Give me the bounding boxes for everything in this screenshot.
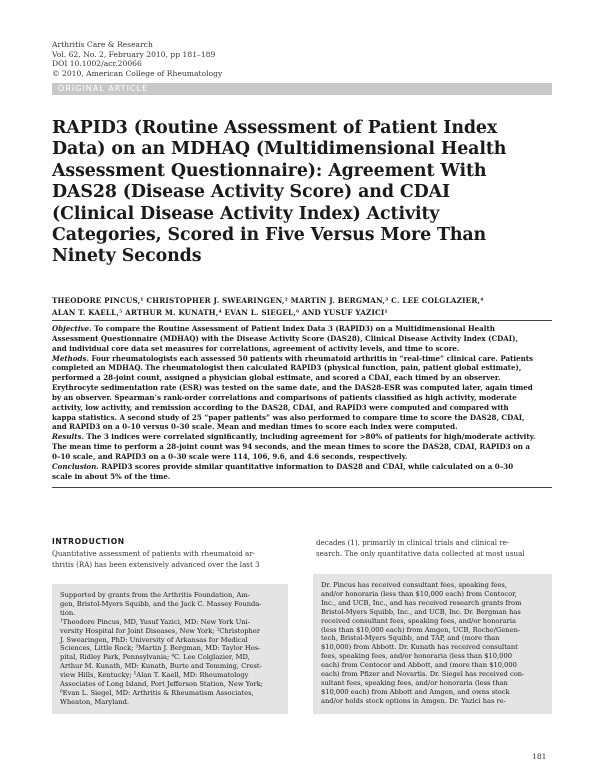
body-line: thritis (RA) has been extensively advanced over the last 3 bbox=[52, 560, 260, 569]
box-line: tech, Bristol-Myers Squibb, and TAP, and (more than bbox=[321, 634, 500, 643]
author-line: ALAN T. KAELL,⁵ ARTHUR M. KUNATH,⁴ EVAN L. SIEGEL,⁶ AND YUSUF YAZICI¹ bbox=[52, 307, 388, 317]
title-line: Ninety Seconds bbox=[52, 246, 202, 267]
box-line: $10,000 each) from Abbott and Amgen, and owns stock bbox=[321, 687, 510, 696]
abstract-line: completed an MDHAQ. The rheumatologist then calculated RAPID3 (physical function, pain, patient global estimate), bbox=[52, 363, 522, 373]
abstract-results-line: Results. The 3 indices were correlated significantly, including agreement for >80% of patients for high/moderate activity. bbox=[52, 432, 536, 442]
intro-left-column bbox=[52, 548, 260, 570]
objective-label: Objective. bbox=[52, 324, 92, 333]
article-title bbox=[52, 118, 557, 268]
box-line: Arthur M. Kunath, MD: Kunath, Burte and Temming, Crest- bbox=[60, 662, 262, 671]
journal-name: Arthritis Care & Research bbox=[52, 40, 153, 49]
box-line: view Hills, Kentucky; ⁵Alan T. Kaell, MD: Rheumatology bbox=[60, 671, 249, 680]
abstract-line: Erythrocyte sedimentation rate (ESR) was tested on the same date, and the DAS28-ESR was computed later, again timed bbox=[52, 383, 533, 393]
abstract-line: activity, low activity, and remission according to the DAS28, CDAI, and RAPID3 were computed and compared with bbox=[52, 402, 509, 412]
title-line: (Clinical Disease Activity Index) Activity bbox=[52, 203, 440, 224]
abstract-line: and RAPID3 on a 0–10 versus 0–30 scale. Mean and median times to score each index were computed. bbox=[52, 422, 458, 432]
box-line: gen, Bristol-Myers Squibb, and the Jack C. Massey Founda- bbox=[60, 599, 262, 608]
body-line: search. The only quantitative data collected at most usual bbox=[316, 549, 525, 558]
funding-affiliations-box bbox=[52, 584, 288, 714]
box-line: Inc., and UCB, Inc., and has received research grants from bbox=[321, 598, 522, 607]
abstract-line: performed a 28-joint count, assigned a physician global estimate, and scored a CDAI, each timed by an observer. bbox=[52, 373, 501, 383]
box-line: Sciences, Little Rock; ³Martin J. Bergman, MD: Taylor Hos- bbox=[60, 644, 261, 653]
box-line: fees, speaking fees, and/or honoraria (less than $10,000 bbox=[321, 652, 512, 661]
results-label: Results. bbox=[52, 432, 84, 442]
page-number: 181 bbox=[532, 752, 547, 761]
title-line: Categories, Scored in Five Versus More Than bbox=[52, 225, 487, 246]
title-line: DAS28 (Disease Activity Score) and CDAI bbox=[52, 182, 450, 203]
conclusion-label: Conclusion. bbox=[52, 461, 99, 471]
abstract-conclusion-line: Conclusion. RAPID3 scores provide similar quantitative information to DAS28 and CDAI, while calculated on a 0–30 bbox=[52, 461, 514, 471]
journal-volume: Vol. 62, No. 2, February 2010, pp 181–189 bbox=[52, 49, 216, 59]
box-line: versity Hospital for Joint Diseases, New York; ²Christopher bbox=[60, 626, 260, 635]
body-line: decades (1), primarily in clinical trials and clinical re- bbox=[316, 538, 510, 547]
abstract-line: and individual core data set measures for correlations, agreement of activity levels, and time to score. bbox=[52, 343, 460, 353]
abstract-line: kappa statistics. A second study of 25 “paper patients” was also performed to compare time to score the DAS28, CDAI, bbox=[52, 412, 525, 422]
box-line: received consultant fees, speaking fees, and/or honoraria bbox=[321, 616, 516, 625]
title-line: Assessment Questionnaire): Agreement With bbox=[52, 160, 487, 181]
box-line: $10,000) from Abbott. Dr. Kunath has received consultant bbox=[321, 643, 518, 652]
box-line: J. Swearingen, PhD: University of Arkansas for Medical bbox=[60, 635, 248, 644]
box-line: (less than $10,000 each) from Amgen, UCB, Roche/Genen- bbox=[321, 625, 521, 634]
abstract-top-rule bbox=[52, 320, 552, 321]
abstract-line: 0–10 scale, and RAPID3 on a 0–30 scale were 114, 106, 9.6, and 4.6 seconds, respectively. bbox=[52, 451, 408, 461]
journal-header bbox=[52, 40, 222, 78]
abstract-objective-line: Objective. To compare the Routine Assessment of Patient Index Data 3 (RAPID3) on a Multidimensional Health bbox=[52, 324, 495, 333]
methods-label: Methods. bbox=[52, 353, 89, 363]
title-line: RAPID3 (Routine Assessment of Patient Index bbox=[52, 118, 498, 138]
body-line: Quantitative assessment of patients with rheumatoid ar- bbox=[52, 549, 256, 558]
box-line: sultant fees, speaking fees, and/or honoraria (less than bbox=[321, 678, 508, 687]
intro-right-column bbox=[316, 537, 525, 559]
author-line: THEODORE PINCUS,¹ CHRISTOPHER J. SWEARINGEN,² MARTIN J. BERGMAN,³ C. LEE COLGLAZIER,⁴ bbox=[52, 296, 484, 305]
box-line: tion. bbox=[60, 608, 76, 617]
box-line: Wheaton, Maryland. bbox=[60, 697, 130, 706]
box-line: and/or holds stock options in Amgen. Dr. Yazici has re- bbox=[321, 696, 507, 705]
journal-doi: DOI 10.1002/acr.20066 bbox=[52, 59, 142, 69]
box-line: Associates of Long Island, Port Jefferson Station, New York; bbox=[60, 680, 264, 689]
journal-copyright: © 2010, American College of Rheumatology bbox=[52, 68, 223, 78]
box-line: pital, Ridley Park, Pennsylvania; ⁴C. Lee Colglazier, MD, bbox=[60, 653, 250, 662]
abstract-bottom-rule bbox=[52, 487, 552, 488]
box-line: ⁶Evan L. Siegel, MD: Arthritis & Rheumatism Associates, bbox=[60, 688, 254, 697]
abstract-line: The mean time to perform a 28-joint count was 94 seconds, and the mean times to score the DAS28, CDAI, RAPID3 on a bbox=[52, 442, 530, 452]
section-banner: ORIGINAL ARTICLE bbox=[52, 83, 552, 95]
box-line: Supported by grants from the Arthritis Foundation, Am- bbox=[60, 591, 250, 599]
abstract-methods-line: Methods. Four rheumatologists each assessed 50 patients with rheumatoid arthritis in “real-time” clinical care. Patients bbox=[52, 353, 534, 363]
title-line: Data) on an MDHAQ (Multidimensional Health bbox=[52, 139, 507, 160]
box-line: each) from Centocor and Abbott, and (more than $10,000 bbox=[321, 661, 517, 670]
abstract-line: Assessment Questionnaire (MDHAQ) with the Disease Activity Score (DAS28), Clinical Disease Activity Index (CDAI), bbox=[52, 333, 518, 343]
author-list bbox=[52, 295, 557, 318]
box-line: each) from Pfizer and Novartis. Dr. Siegel has received con- bbox=[321, 670, 525, 679]
box-line: and/or honoraria (less than $10,000 each) from Centocor, bbox=[321, 589, 517, 598]
abstract-line: by an observer. Spearman’s rank-order correlations and comparisons of patients classified as high activity, moderate bbox=[52, 392, 517, 402]
disclosures-box bbox=[313, 574, 552, 714]
abstract-line: scale in about 5% of the time. bbox=[52, 471, 171, 481]
introduction-heading: INTRODUCTION bbox=[52, 537, 125, 546]
box-line: Dr. Pincus has received consultant fees, speaking fees, bbox=[321, 581, 507, 589]
box-line: ¹Theodore Pincus, MD, Yusuf Yazici, MD: New York Uni- bbox=[60, 617, 250, 626]
abstract bbox=[52, 324, 552, 482]
box-line: Bristol-Myers Squibb, Inc., and UCB, Inc. Dr. Bergman has bbox=[321, 607, 521, 616]
